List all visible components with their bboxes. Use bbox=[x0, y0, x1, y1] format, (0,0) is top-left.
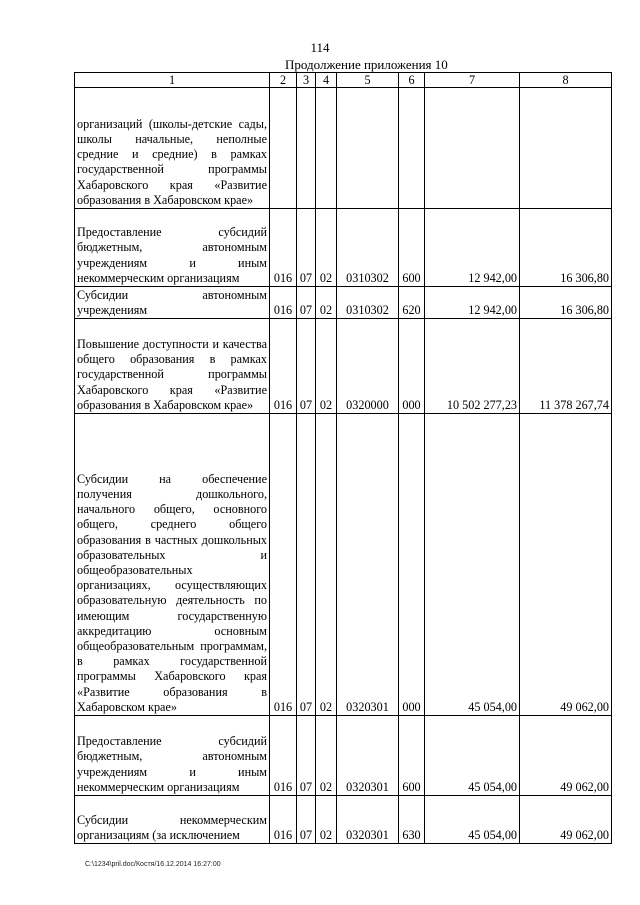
cell-subsection: 02 bbox=[316, 319, 337, 414]
page-number: 114 bbox=[310, 40, 330, 55]
cell-section: 07 bbox=[297, 319, 316, 414]
table-row bbox=[75, 414, 612, 716]
cell-section: 07 bbox=[297, 716, 316, 796]
cell-target-article: 0320301 bbox=[337, 414, 399, 716]
cell-amount-col8: 49 062,00 bbox=[520, 716, 612, 796]
cell-ministry: 016 bbox=[270, 287, 297, 319]
cell-amount-col8: 49 062,00 bbox=[520, 796, 612, 844]
document-footer-path: C:\1234\pril.doc/Костя/16.12.2014 16:27:00 bbox=[85, 861, 221, 868]
cell-section: 07 bbox=[297, 414, 316, 716]
row-name: Субсидии на обеспечение получения дошкольного, начального общего, основного общего, среднего общего образования в частных дошкольных образовательных и общеобразовательных организациях, осуществляющих образовательную деятельность по имеющим государственную аккредитацию основным общеобразовательным программам, в рамках государственной программы Хабаровского края «Развитие образования в Хабаровском крае» bbox=[75, 414, 270, 716]
row-name: Предоставление субсидий бюджетным, автономным учреждениям и иным некоммерческим организациям bbox=[75, 716, 270, 796]
cell-amount-col7: 45 054,00 bbox=[425, 796, 520, 844]
cell-expense-type: 000 bbox=[399, 319, 425, 414]
table-row bbox=[75, 796, 612, 844]
row-name: Предоставление субсидий бюджетным, автономным учреждениям и иным некоммерческим организациям bbox=[75, 209, 270, 287]
cell-subsection: 02 bbox=[316, 287, 337, 319]
cell-amount-col8: 16 306,80 bbox=[520, 209, 612, 287]
cell-expense-type: 000 bbox=[399, 414, 425, 716]
header-cell: 5 bbox=[337, 73, 399, 88]
row-name: Субсидии некоммерческим организациям (за исключением bbox=[75, 796, 270, 844]
cell-expense-type: 600 bbox=[399, 716, 425, 796]
cell-ministry: 016 bbox=[270, 209, 297, 287]
cell-ministry: 016 bbox=[270, 716, 297, 796]
row-name: Повышение доступности и качества общего образования в рамках государственной программы Хабаровского края «Развитие образования в Хабаровском крае» bbox=[75, 319, 270, 414]
appendix-caption: Продолжение приложения 10 bbox=[285, 57, 448, 72]
table-row bbox=[75, 319, 612, 414]
header-cell: 1 bbox=[75, 73, 270, 88]
cell-amount-col7: 12 942,00 bbox=[425, 209, 520, 287]
table-row bbox=[75, 716, 612, 796]
cell-ministry bbox=[270, 88, 297, 209]
cell-ministry: 016 bbox=[270, 414, 297, 716]
cell-subsection: 02 bbox=[316, 716, 337, 796]
cell-section: 07 bbox=[297, 209, 316, 287]
cell-target-article: 0320000 bbox=[337, 319, 399, 414]
budget-table bbox=[74, 72, 612, 844]
cell-section bbox=[297, 88, 316, 209]
cell-subsection: 02 bbox=[316, 414, 337, 716]
cell-amount-col8: 16 306,80 bbox=[520, 287, 612, 319]
cell-expense-type: 620 bbox=[399, 287, 425, 319]
header-cell: 8 bbox=[520, 73, 612, 88]
cell-target-article: 0310302 bbox=[337, 287, 399, 319]
header-cell: 7 bbox=[425, 73, 520, 88]
header-row bbox=[75, 73, 612, 88]
cell-section: 07 bbox=[297, 796, 316, 844]
header-cell: 4 bbox=[316, 73, 337, 88]
header-cell: 6 bbox=[399, 73, 425, 88]
cell-target-article: 0320301 bbox=[337, 716, 399, 796]
row-name: организаций (школы-детские сады, школы начальные, неполные средние и средние) в рамках государственной программы Хабаровского края «Развитие образования в Хабаровском крае» bbox=[75, 88, 270, 209]
cell-expense-type bbox=[399, 88, 425, 209]
row-name: Субсидии автономным учреждениям bbox=[75, 287, 270, 319]
cell-amount-col7: 12 942,00 bbox=[425, 287, 520, 319]
cell-amount-col7: 45 054,00 bbox=[425, 716, 520, 796]
cell-ministry: 016 bbox=[270, 319, 297, 414]
cell-target-article: 0320301 bbox=[337, 796, 399, 844]
cell-subsection: 02 bbox=[316, 209, 337, 287]
cell-amount-col7: 10 502 277,23 bbox=[425, 319, 520, 414]
cell-target-article: 0310302 bbox=[337, 209, 399, 287]
table-row bbox=[75, 209, 612, 287]
header-cell: 3 bbox=[297, 73, 316, 88]
cell-subsection: 02 bbox=[316, 796, 337, 844]
cell-section: 07 bbox=[297, 287, 316, 319]
table-row bbox=[75, 287, 612, 319]
cell-amount-col8 bbox=[520, 88, 612, 209]
cell-amount-col7: 45 054,00 bbox=[425, 414, 520, 716]
cell-amount-col8: 49 062,00 bbox=[520, 414, 612, 716]
cell-amount-col8: 11 378 267,74 bbox=[520, 319, 612, 414]
cell-subsection bbox=[316, 88, 337, 209]
cell-expense-type: 630 bbox=[399, 796, 425, 844]
cell-amount-col7 bbox=[425, 88, 520, 209]
cell-expense-type: 600 bbox=[399, 209, 425, 287]
cell-ministry: 016 bbox=[270, 796, 297, 844]
header-cell: 2 bbox=[270, 73, 297, 88]
cell-target-article bbox=[337, 88, 399, 209]
table-row bbox=[75, 88, 612, 209]
